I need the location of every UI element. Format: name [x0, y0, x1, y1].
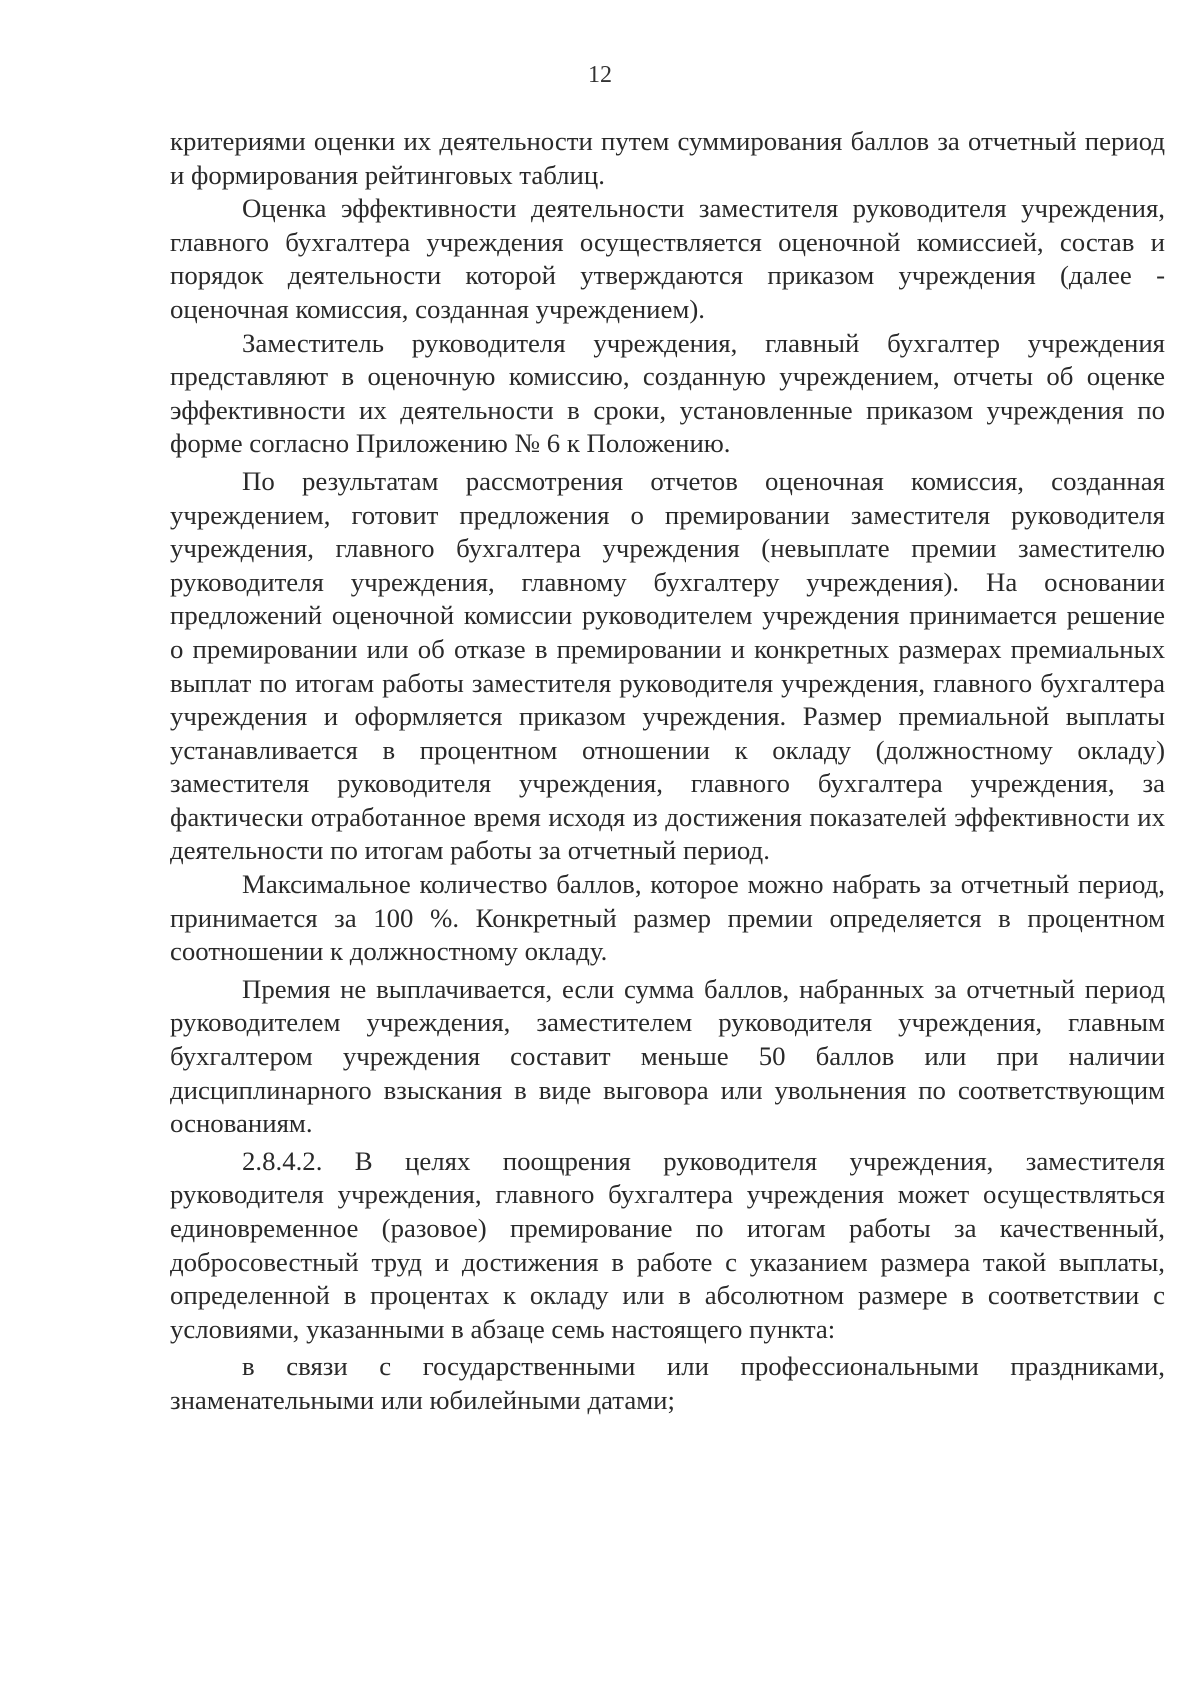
paragraph-continuation: критериями оценки их деятельности путем суммирования баллов за отчетный период и формирования рейтинговых таблиц.	[170, 126, 1165, 190]
paragraph-maximum-points: Максимальное количество баллов, которое можно набрать за отчетный период, принимается за 100 %. Конкретный размер премии определяется в процентном соотношении к должностному окладу.	[170, 869, 1165, 967]
page-number: 12	[588, 62, 612, 88]
paragraph-bonus-not-paid: Премия не выплачивается, если сумма баллов, набранных за отчетный период руководителем учреждения, заместителем руководителя учреждения, главным бухгалтером учреждения составит меньше 50 баллов или при наличии дисциплинарного взыскания в виде выговора или увольнения по соответствующим основаниям.	[170, 973, 1165, 1139]
paragraph-holidays-dates: в связи с государственными или профессиональными праздниками, знаменательными или юбилейными датами;	[170, 1351, 1165, 1415]
paragraph-evaluation-commission: Оценка эффективности деятельности заместителя руководителя учреждения, главного бухгалтера учреждения осуществляется оценочной комиссией, состав и порядок деятельности которой утверждаются приказом учреждения (далее - оценочная комиссия, созданная учреждением).	[170, 193, 1165, 324]
document-body	[170, 125, 1165, 1418]
paragraph-section-2-8-4-2: 2.8.4.2. В целях поощрения руководителя учреждения, заместителя руководителя учреждения, главного бухгалтера учреждения может осуществляться единовременное (разовое) премирование по итогам работы за качественный, добросовестный труд и достижения в работе с указанием размера такой выплаты, определенной в процентах к окладу или в абсолютном размере в соответствии с условиями, указанными в абзаце семь настоящего пункта:	[170, 1145, 1165, 1344]
paragraph-review-results: По результатам рассмотрения отчетов оценочная комиссия, созданная учреждением, готовит предложения о премировании заместителя руководителя учреждения, главного бухгалтера учреждения (невыплате премии заместителю руководителя учреждения, главному бухгалтеру учреждения). На основании предложений оценочной комиссии руководителем учреждения принимается решение о премировании или об отказе в премировании и конкретных размерах премиальных выплат по итогам работы заместителя руководителя учреждения, главного бухгалтера учреждения и оформляется приказом учреждения. Размер премиальной выплаты устанавливается в процентном отношении к окладу (должностному окладу) заместителя руководителя учреждения, главного бухгалтера учреждения, за фактически отработанное время исходя из достижения показателей эффективности их деятельности по итогам работы за отчетный период.	[170, 465, 1165, 866]
paragraph-reports-submission: Заместитель руководителя учреждения, главный бухгалтер учреждения представляют в оценочную комиссию, созданную учреждением, отчеты об оценке эффективности их деятельности в сроки, установленные приказом учреждения по форме согласно Приложению № 6 к Положению.	[170, 327, 1165, 459]
